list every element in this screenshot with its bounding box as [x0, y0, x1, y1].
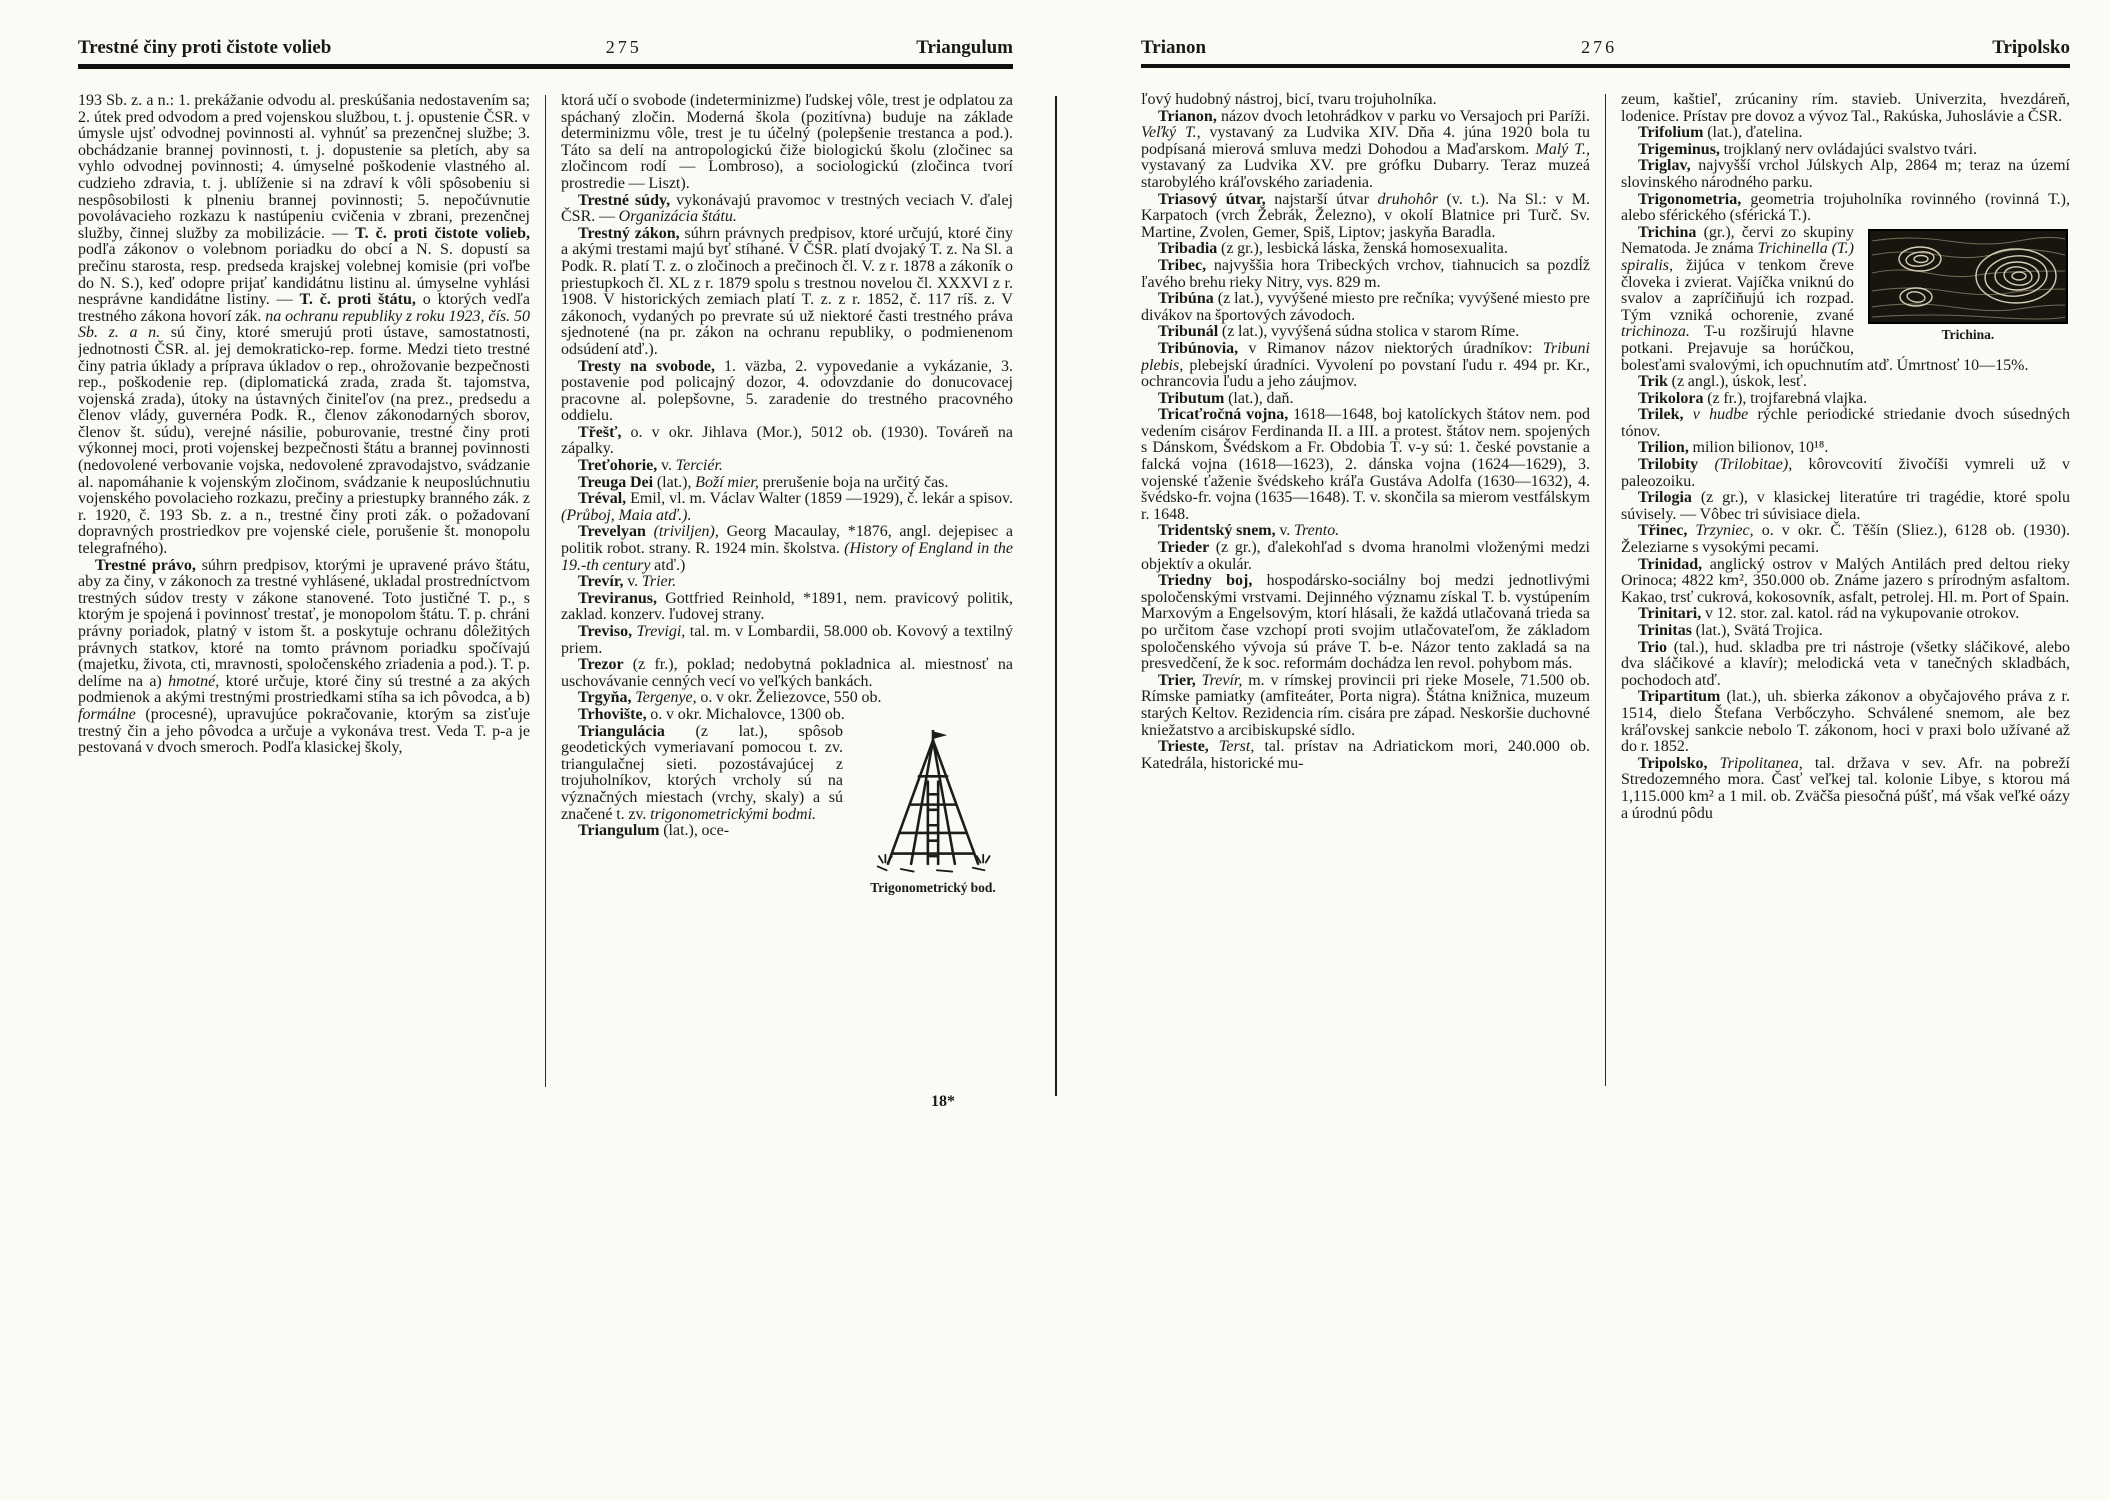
entry-headword: Trestné právo, — [95, 556, 202, 574]
page-right — [1055, 36, 2110, 1113]
entry-headword: Trgyňa, — [578, 689, 636, 707]
entry-headword: Trik — [1638, 373, 1672, 391]
dictionary-entry: Trgyňa, Tergenye, o. v okr. Želiezovce, 550 ob. — [578, 689, 882, 707]
entry-headword: Tresty na svobode, — [578, 357, 724, 375]
entry-headword: Treviranus, — [578, 589, 666, 607]
dictionary-entry: 193 Sb. z. a n.: 1. prekážanie odvodu al. preskúšania nedostavením sa; 2. útek pred odvodom a pred vojenskou službou, t. j. opustenie ČSR. v úmysle ujsť odvodnej povinnosti al. vyhnúť sa prezenčnej službe; 3. obchádzanie brannej povinnosti, t. j. dopustenie sa pletích, aby sa vyhlo odvodnej povinnosti; 4. úmyselné poškodenie vlastného al. cudzieho zdravia, t. j. ublíženie si na zdraví k vôli spôsobeniu si nespôsobilosti k plneniu brannej povinnosti; 5. nepočúvnutie povolávacieho rozkazu k nastúpeniu cvičenia v zbrani, prezenčnej služby, činnej služby za mobilizácie. — T. č. proti čistote volieb, podľa zákonov o volebnom poriadku do obcí a N. S. dopustí sa prečinu starosta, resp. predseda krajskej volebnej komisie (pri voľbe do N. S.), keď odopre prijať kandidátnu listinu al. úmyselne vyhlási nesprávne kandidátne listiny. — T. č. proti štátu, o ktorých vedľa trestného zákona hovorí zák. na ochranu republiky z roku 1923, čís. 50 Sb. z. a n. sú činy, ktoré smerujú proti ústave, samostatnosti, jednotnosti ČSR. al. jej demokraticko-rep. forme. Medzi tieto trestné činy patria úklady a príprava úkladov o rep., ohrožovanie bezpečnosti rep., poškodenie rep. (diplomatická zrada, zrada št. tajomstva, vojenská zrada), útoky na ústavných činiteľov (na prez., predsedu a členov vlády, guvernéra Podk. R., členov zákonodarných sborov, členov št. súdu), verejné násilie, poburovanie, trestné činy proti výkonnej moci, proti vojenskej bezpečnosti štátu a brannej povinnosti (nedovolené verbovanie vojska, nedovolené zpravodajstvo, svádzanie al. napomáhanie k vojenským zločinom, svádzanie k neuposlúchnutiu vojenského povolacieho rozkazu, prečiny a priestupky branného zák. z r. 1920, č. 193 Sb. z. a n., trestné činy proti zák. o požadovaní dopravných prostriedkov pre vojenské ciele, porušenie št. monopolu telegrafného). — [78, 93, 530, 558]
dictionary-entry: Treviranus, Gottfried Reinhold, *1891, nem. pravicový politik, zaklad. konzerv. ľudovej strany. — [561, 589, 1013, 624]
entry-headword: Tribec, — [1158, 256, 1214, 274]
dictionary-entry: Treviso, Trevigi, tal. m. v Lombardii, 58.000 ob. Kovový a textilný priem. — [561, 623, 1013, 657]
dictionary-entry: Trieste, Terst, tal. prístav na Adriatickom mori, 240.000 ob. Katedrála, historické mu- — [1141, 738, 1590, 772]
entry-headword: Trianon, — [1158, 107, 1221, 125]
entry-headword: Tricaťročná vojna, — [1158, 406, 1294, 424]
gutter-rule — [1055, 96, 1057, 1096]
dictionary-entry: Tribunál (z lat.), vyvýšená súdna stolica v starom Ríme. — [1158, 323, 1520, 341]
entry-headword: Tridentský snem, — [1158, 522, 1280, 540]
dictionary-entry: Tripolsko, Tripolitanea, tal. država v sev. Afr. na pobreží Stredozemného mora. Časť veľkej tal. kolonie Libye, s ktorou má 1,115.000 km² a 1 mil. ob. Zväčša piesočná púšť, má však veľké oázy a úrodnú pôdu — [1621, 754, 2070, 822]
page-header-left — [78, 36, 1013, 69]
entry-headword: Trieste, — [1158, 738, 1219, 756]
dictionary-entry: Trinidad, anglický ostrov v Malých Antilách pred deltou rieky Orinoca; 4822 km², 350.000 ob. Známe jazero s prírodným asfaltom. Kakao, trsť cukrová, kokosovník, asfalt, petrolej. Hl. m. Port of Spain. — [1621, 555, 2070, 606]
dictionary-entry: Třešť, o. v okr. Jihlava (Mor.), 5012 ob. (1930). Továreň na zápalky. — [561, 423, 1013, 458]
entry-headword: Trilion, — [1638, 439, 1693, 457]
entry-headword: Trichina — [1638, 223, 1704, 241]
dictionary-entry: Trilion, milion bilionov, 10¹⁸. — [1638, 439, 1829, 457]
entry-headword: Triglav, — [1638, 157, 1699, 175]
entry-headword: Trevelyan — [578, 523, 654, 541]
text-column-2 — [561, 93, 1013, 1087]
dictionary-entry: Tricaťročná vojna, 1618—1648, boj katolíckych štátov nem. pod vedením cisárov Ferdinanda II. a III. a protest. štátov nem. spojených s Dánskom, Švédskom a Fr. Obdobia T. v-y sú: 1. české povstanie a falcká vojna (1618—1623), 2. dánska vojna (1624—1629), 3. vojenské ťaženie švédskeho kráľa Gustáva Adolfa (1630—1632), 4. švédsko-fr. vojna (1635—1648). T. v. skončila sa mierom vestfálskym r. 1648. — [1141, 406, 1590, 523]
dictionary-entry: Tribúna (z lat.), vyvýšené miesto pre rečníka; vyvýšené miesto pre divákov na športových závodoch. — [1141, 290, 1590, 324]
dictionary-entry: Trigeminus, trojklaný nerv ovládajúci svalstvo tvári. — [1638, 140, 1978, 158]
dictionary-entry: Tribec, najvyššia hora Tribeckých vrchov, tiahnucich sa pozdĺž ľavého brehu rieky Nitry, vys. 829 m. — [1141, 256, 1590, 291]
dictionary-entry: Tripartitum (lat.), uh. sbierka zákonov a obyčajového práva z r. 1514, dielo Štefana Verbőczyho. Schválené snemom, ale bez kráľovskej sankcie nebolo T. zákonom, hoci v praxi bolo užívané až do r. 1852. — [1621, 688, 2070, 756]
entry-headword: Treuga Dei — [578, 473, 657, 491]
entry-headword: Tribúna — [1158, 290, 1218, 308]
entry-headword: Trinitari, — [1638, 605, 1705, 623]
header-page-number: 275 — [605, 37, 642, 57]
dictionary-entry: Tribúnovia, v Rimanov názov niektorých úradníkov: Tribuni plebis, plebejskí úradníci. Vyvolení po povstaní ľudu r. 494 pr. Kr., ochrancovia ľudu a jeho záujmov. — [1141, 339, 1590, 391]
dictionary-entry: Treťohorie, v. Terciér. — [578, 457, 723, 475]
dictionary-entry: Tréval, Emil, vl. m. Václav Walter (1859 —1929), č. lekár a spisov. (Průboj, Maia atď.). — [561, 490, 1013, 524]
entry-headword: Trinitas — [1638, 622, 1696, 639]
entry-headword: Treťohorie, — [578, 457, 661, 475]
page-body — [78, 93, 1013, 1087]
entry-headword: Tribunál — [1158, 323, 1222, 341]
entry-headword: Trevír, — [578, 573, 628, 591]
dictionary-entry: zeum, kaštieľ, zrúcaniny rím. stavieb. Univerzita, hvezdáreň, lodenice. Prístav pre dovoz a vývoz Tal., Rakúska, Juhoslávie a ČSR. — [1621, 92, 2070, 125]
entry-headword: Treviso, — [578, 623, 637, 640]
dictionary-entry: Tribadia (z gr.), lesbická láska, ženská homosexualita. — [1158, 240, 1508, 258]
dictionary-entry: Trevír, v. Trier. — [578, 573, 677, 591]
entry-headword: Trifolium — [1638, 124, 1708, 142]
entry-headword: Trhovište, — [578, 705, 651, 723]
dictionary-entry: Trestné právo, súhrn predpisov, ktorými je upravené právo štátu, aby za činy, v zákonoch za trestné vyhlásené, ukladal prostredníctvom trestných súdov tresty v zákone stanovené. Toto justičné T. p., s ktorým je spojená i povinnosť trestať, je monopolom štátu. T. p. chráni právny poriadok, platný v istom št. a poskytuje ochranu dôležitých právnych statkov, ktoré na tomto právnom poriadku spočívajú (majetku, života, cti, mravnosti, spoločenského zriadenia a pod.). T. p. delíme na a) hmotné, ktoré určuje, ktoré činy sú trestné a za akých podmienok a akými trestnými prostriedkami stíha sa ich pôvodca, a b) formálne (procesné), upravujúce pokračovanie, ktorým sa zisťuje trestný čin a jeho pôvodca a určuje a vykonáva trest. Veda T. p-a je pestovaná v dvoch smeroch. Podľa klasickej školy, — [78, 556, 530, 757]
entry-headword: Tributum — [1158, 389, 1229, 407]
dictionary-entry: Trifolium (lat.), ďatelina. — [1638, 124, 1803, 142]
entry-headword: Trinidad, — [1638, 555, 1710, 573]
header-term-left: Trestné činy proti čistote volieb — [78, 37, 332, 58]
entry-headword: Tribúnovia, — [1158, 339, 1249, 357]
dictionary-entry: Trik (z angl.), úskok, lesť. — [1638, 373, 1807, 391]
dictionary-entry: ľový hudobný nástroj, bicí, tvaru trojuholníka. — [1141, 92, 1437, 108]
dictionary-entry: Trezor (z fr.), poklad; nedobytná pokladnica al. miestnosť na uschovávanie cenných vecí vo veľkých bankách. — [561, 656, 1013, 690]
entry-headword: Trestné súdy, — [578, 191, 677, 209]
dictionary-entry: Trieder (z gr.), ďalekohľad s dvoma hranolmi vloženými medzi objektív a okulár. — [1141, 539, 1590, 573]
entry-headword: Trio — [1638, 638, 1674, 656]
dictionary-entry: Trigonometrický bod. Triangulácia (z lat.), spôsob geodetických vymeriavaní pomocou t. zv. triangulačnej sieti. pozostávajúcej z trojuholníkov, ktorých vrcholy sú na význačných miestach (vrchy, skaly) a sú značené t. zv. trigonometrickými bodmi. — [561, 724, 1013, 824]
entry-headword: Trigeminus, — [1638, 140, 1724, 158]
signature-mark: 18* — [931, 1093, 955, 1110]
figure-caption: Trigonometrický bod. — [870, 879, 996, 895]
dictionary-entry: Triangulum (lat.), oce- — [578, 822, 730, 840]
figure-trichina-woodcut — [1866, 229, 2070, 342]
entry-headword: Triangulácia — [578, 722, 696, 740]
header-term-left: Trianon — [1141, 37, 1207, 58]
entry-headword: Trestný zákon, — [578, 224, 685, 242]
dictionary-entry: Trilogia (z gr.), v klasickej literatúre tri tragédie, ktoré spolu súvisely. — Vôbec tri súvisiace diela. — [1621, 489, 2070, 523]
dictionary-entry: Trichina. Trichina (gr.), červi zo skupiny Nematoda. Je známa Trichinella (T.) spiralis, žijúca v tenkom čreve človeka i zvierat. Vajíčka vniknú do svalov a zapríčiňujú ich rozpad. Tým vzniká ochorenie, zvané trichinoza. T-u rozširujú hlavne potkani. Prejavuje sa horúčkou, bolesťami svalovými, ich opuchnutím atď. Úmrtnosť 10—15%. — [1621, 225, 2070, 374]
text-column-1 — [78, 93, 530, 1087]
entry-headword: Trikolora — [1638, 389, 1708, 407]
dictionary-entry: Triglav, najvyšší vrchol Júlskych Alp, 2864 m; teraz na území slovinského národného parku. — [1621, 157, 2070, 191]
entry-headword: Trigonometria, — [1638, 190, 1751, 208]
dictionary-entry: Triedny boj, hospodársko-sociálny boj medzi jednotlivými spoločenskými vrstvami. Dejinného významu získal T. b. vystúpením Marxovým a Engelsovým, ktorí hlásali, že každá utlačovaná trieda sa po určitom čase vzchopí proti svojim utlačovateľom, že základom spoločenského vývoja sú práve T. b-e. Názor tento zakladá sa na presvedčení, že k soc. reformám dochádza len revol. pohybom más. — [1141, 572, 1590, 673]
entry-headword: Tréval, — [578, 490, 631, 508]
page-body — [1141, 92, 2070, 1086]
dictionary-entry: Trevelyan (triviljen), Georg Macaulay, *1876, angl. dejepisec a politik robot. strany. R. 1924 min. školstva. (History of England in the 19.-th century atď.) — [561, 523, 1013, 574]
entry-headword: Trieder — [1158, 539, 1216, 557]
dictionary-entry: Tributum (lat.), daň. — [1158, 389, 1294, 407]
text-column-1 — [1141, 92, 1590, 1086]
header-term-right: Triangulum — [916, 37, 1013, 58]
dictionary-entry: ktorá učí o svobode (indeterminizme) ľudskej vôle, trest je odplatou za spáchaný zločin. Moderná škola (pozitívna) buduje na základe determinizmu vôle, trest je tu účelný (polepšenie trestanca a pod.). Táto sa delí na antropologickú čiže biologickú školu (zločinec sa zločincom rodí — Lombroso), a sociologickú (zločinca tvorí prostredie — Liszt). — [561, 93, 1013, 192]
entry-headword: Triasový útvar, — [1158, 190, 1275, 208]
entry-headword: Třinec, — [1638, 522, 1696, 540]
dictionary-entry: Trestný zákon, súhrn právnych predpisov, ktoré určujú, ktoré činy a akými trestami majú byť stíhané. V ČSR. platí dvojaký T. z. Na Sl. a Podk. R. platí T. z. o zločinoch a prečinoch čl. V. z r. 1878 a zákoník o priestupkoch čl. XL z r. 1879 spolu s trestnou novelou čl. XXXVI z r. 1908. V historických zemiach platí T. z. z r. 1852, č. 117 ríš. z. V zákonoch, vydaných po prevrate sú už niektoré časti trestného práva sjednotené (na pr. zákon na ochranu republiky, o podmienenom odsúdení atď.). — [561, 224, 1013, 358]
dictionary-entry: Triasový útvar, najstarší útvar druhohôr (v. t.). Na Sl.: v M. Karpatoch (vrch Žebrák, Železno), v okolí Blatnice pri Turč. Sv. Martine, Zvolen, Gemer, Spiš, Liptov; jaskyňa Baradla. — [1141, 190, 1590, 241]
entry-headword: Trilek, — [1638, 406, 1693, 424]
entry-headword: Tripolsko, — [1638, 754, 1720, 772]
dictionary-entry: Trinitari, v 12. stor. zal. katol. rád na vykupovanie otrokov. — [1638, 605, 2020, 623]
entry-headword: Trier, — [1158, 671, 1202, 689]
column-divider — [545, 95, 546, 1087]
entry-headword: Trilogia — [1638, 489, 1701, 507]
trichina-woodcut-image — [1868, 229, 2068, 324]
dictionary-entry: Trikolora (z fr.), trojfarebná vlajka. — [1638, 389, 1868, 407]
dictionary-entry: Trilobity (Trilobitae), kôrovcovití živočíši vymreli už v paleozoiku. — [1621, 456, 2070, 490]
dictionary-entry: Trio (tal.), hud. skladba pre tri nástroje (všetky sláčikové, alebo dva sláčikové a klavír); melodická veta v tanečných skladbách, pochodoch atď. — [1621, 638, 2070, 689]
figure-caption: Trichina. — [1941, 326, 1995, 342]
entry-headword: Třešť, — [578, 423, 631, 441]
text-column-2 — [1621, 92, 2070, 1086]
header-term-right: Tripolsko — [1992, 37, 2070, 58]
dictionary-entry: Treuga Dei (lat.), Boží mier, prerušenie boja na určitý čas. — [578, 473, 949, 491]
entry-headword: Trilobity — [1638, 456, 1715, 474]
header-page-number: 276 — [1581, 37, 1618, 57]
dictionary-entry: Trestné súdy, vykonávajú pravomoc v trestných veciach V. ďalej ČSR. — Organizácia štátu. — [561, 191, 1013, 226]
dictionary-entry: Trinitas (lat.), Svätá Trojica. — [1638, 622, 1823, 639]
column-divider — [1605, 94, 1606, 1086]
dictionary-entry: Trilek, v hudbe rýchle periodické striedanie dvoch súsedných tónov. — [1621, 406, 2070, 440]
dictionary-entry: Trianon, názov dvoch letohrádkov v parku vo Versajoch pri Paríži. Veľký T., vystavaný za Ludvika XIV. Dňa 4. júna 1920 bola tu podpísaná mierová smluva medzi Dohodou a Maďarskom. Malý T., vystavaný za Ludvika XV. pre grófku Dubarry. Teraz muzeá starobylého kráľovského zariadenia. — [1141, 107, 1590, 191]
entry-headword: Triangulum — [578, 822, 664, 840]
figure-triangulation-tower — [853, 730, 1013, 895]
page-left — [0, 36, 1055, 1113]
dictionary-entry: Trigonometria, geometria trojuholníka rovinného (rovinná T.), alebo sférického (sférická T.). — [1621, 190, 2070, 225]
entry-headword: Trezor — [578, 656, 633, 674]
triangulation-tower-drawing — [858, 730, 1008, 878]
dictionary-entry: Trhovište, o. v okr. Michalovce, 1300 ob. — [578, 705, 845, 723]
dictionary-entry: Třinec, Trzyniec, o. v okr. Č. Těšín (Sliez.), 6128 ob. (1930). Železiarne s vysokými pecami. — [1621, 522, 2070, 557]
dictionary-entry: Trier, Trevír, m. v rímskej provincii pri rieke Mosele, 71.500 ob. Rímske pamiatky (amfiteáter, Porta nigra). Štátna knižnica, muzeum starých Keltov. Rezidencia rím. cisára pre západ. Neskoršie duchovné kniežatstvo a arcibiskupské sídlo. — [1141, 671, 1590, 739]
entry-headword: Triedny boj, — [1158, 572, 1267, 590]
page-header-right — [1141, 36, 2070, 68]
entry-headword: Tribadia — [1158, 240, 1221, 258]
dictionary-entry: Tresty na svobode, 1. väzba, 2. vypovedanie a vykázanie, 3. postavenie pod policajný dozor, 4. odovzdanie do donucovacej pracovne al. polepšovne, 5. zaradenie do trestného pracovného oddielu. — [561, 357, 1013, 425]
entry-headword: Tripartitum — [1638, 688, 1727, 706]
dictionary-entry: Tridentský snem, v. Trento. — [1158, 522, 1340, 540]
